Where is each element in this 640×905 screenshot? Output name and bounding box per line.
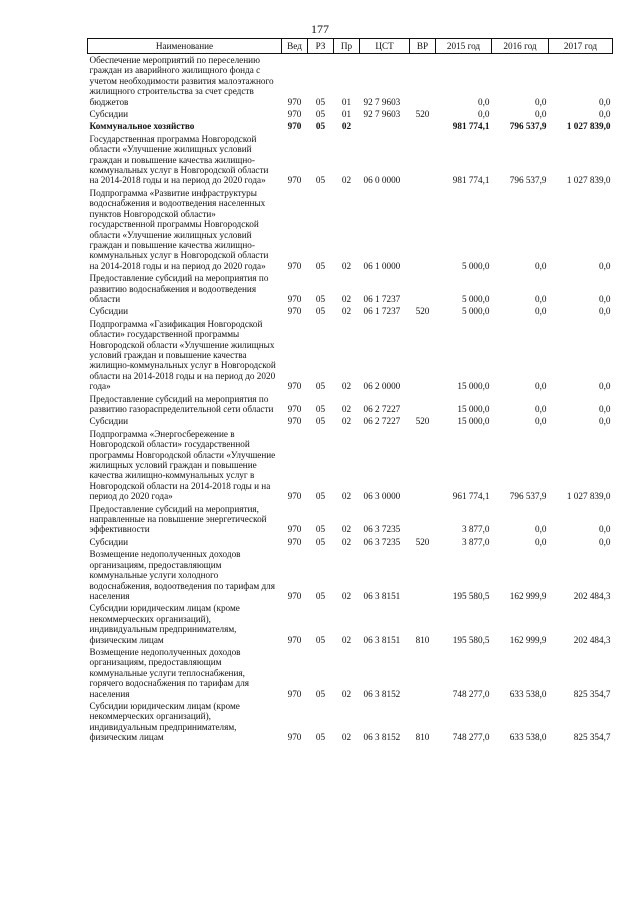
cell-rz: 05 bbox=[315, 524, 326, 535]
cell-2017: 0,0 bbox=[599, 96, 611, 107]
cell-2015: 5 000,0 bbox=[461, 293, 490, 304]
cell-pr: 02 bbox=[341, 381, 352, 392]
cell-cst: 06 2 7227 bbox=[363, 404, 401, 414]
cell-2016: 796 537,9 bbox=[509, 491, 547, 502]
cell-cst: 92 7 9603 bbox=[363, 109, 401, 120]
cell-2015: 195 580,5 bbox=[452, 590, 490, 601]
cell-2015: 3 877,0 bbox=[461, 524, 490, 535]
cell-cst: 92 7 9603 bbox=[363, 96, 401, 107]
cell-2015: 748 277,0 bbox=[452, 688, 490, 699]
table-row bbox=[88, 415, 613, 427]
cell-name: Предоставление субсидий на мероприятия по развитию водоснабжения и водоотведения области bbox=[89, 273, 269, 304]
table-row bbox=[88, 272, 613, 305]
cell-2015: 195 580,5 bbox=[452, 634, 490, 645]
cell-pr: 02 bbox=[341, 260, 352, 271]
cell-2015: 5 000,0 bbox=[461, 260, 490, 271]
cell-2017: 0,0 bbox=[599, 109, 611, 120]
cell-ved: 970 bbox=[287, 109, 302, 120]
cell-name: Подпрограмма «Энергосбережение в Новгородской области» государственной программы Новгородской области «Улучшение жилищных условий граждан и повышение качества жилищно-коммунальных услуг в Новгородской области на 2014-2018 годы и на период до 2020 года» bbox=[89, 428, 276, 502]
cell-2017: 0,0 bbox=[599, 293, 611, 304]
cell-2016: 0,0 bbox=[535, 536, 547, 547]
cell-rz: 05 bbox=[315, 491, 326, 502]
table-row bbox=[88, 54, 613, 109]
cell-cst: 06 2 7227 bbox=[363, 416, 401, 427]
cell-2016: 796 537,9 bbox=[509, 175, 547, 186]
cell-2016: 0,0 bbox=[535, 404, 547, 414]
cell-2017: 0,0 bbox=[599, 536, 611, 547]
table-row bbox=[88, 548, 613, 602]
cell-cst: 06 1 7237 bbox=[363, 293, 401, 304]
cell-2015: 3 877,0 bbox=[461, 536, 490, 547]
cell-cst: 06 0 0000 bbox=[363, 175, 401, 186]
header-2015: 2015 год bbox=[436, 39, 492, 54]
cell-2016: 162 999,9 bbox=[509, 590, 547, 601]
cell-2016: 0,0 bbox=[535, 260, 547, 271]
cell-rz: 05 bbox=[315, 732, 326, 743]
table-row bbox=[88, 646, 613, 700]
table-row bbox=[88, 133, 613, 187]
table-header bbox=[88, 39, 613, 54]
cell-cst bbox=[360, 120, 410, 132]
cell-pr: 02 bbox=[341, 524, 352, 535]
cell-ved: 970 bbox=[287, 634, 302, 645]
cell-2015: 5 000,0 bbox=[461, 306, 490, 317]
cell-ved: 970 bbox=[287, 524, 302, 535]
cell-2016: 0,0 bbox=[535, 381, 547, 392]
table-row bbox=[88, 536, 613, 548]
budget-table bbox=[87, 38, 613, 744]
cell-pr: 02 bbox=[341, 416, 352, 427]
cell-pr: 02 bbox=[341, 688, 352, 699]
cell-rz: 05 bbox=[315, 590, 326, 601]
cell-cst: 06 3 8152 bbox=[363, 732, 401, 743]
cell-vr bbox=[410, 187, 436, 272]
cell-vr bbox=[410, 272, 436, 305]
cell-ved: 970 bbox=[287, 491, 302, 502]
cell-2015: 748 277,0 bbox=[452, 732, 490, 743]
cell-rz: 05 bbox=[315, 175, 326, 186]
cell-ved: 970 bbox=[287, 381, 302, 392]
cell-2017: 1 027 839,0 bbox=[566, 121, 611, 132]
cell-ved: 970 bbox=[287, 96, 302, 107]
table-row bbox=[88, 602, 613, 646]
cell-name: Предоставление субсидий на мероприятия по развитию газораспределительной сети области bbox=[89, 393, 274, 414]
cell-cst: 06 3 7235 bbox=[363, 536, 401, 547]
cell-2015: 15 000,0 bbox=[457, 404, 490, 414]
cell-vr bbox=[410, 428, 436, 503]
table-row bbox=[88, 120, 613, 132]
page-number: 177 bbox=[311, 22, 329, 36]
cell-2015: 15 000,0 bbox=[457, 381, 490, 392]
cell-rz: 05 bbox=[315, 381, 326, 392]
cell-vr bbox=[410, 503, 436, 536]
cell-name: Подпрограмма «Газификация Новгородской области» государственной программы Новгородской области «Улучшение жилищных условий граждан и повышение качества жилищно-коммунальных услуг в Новгородской области на 2014-2018 годы и на период до 2020 года» bbox=[89, 318, 276, 392]
cell-2015: 0,0 bbox=[478, 109, 490, 120]
cell-vr bbox=[410, 548, 436, 602]
cell-2015: 961 774,1 bbox=[452, 491, 490, 502]
cell-name: Обеспечение мероприятий по переселению граждан из аварийного жилищного фонда с учетом необходимости развития малоэтажного жилищного строительства за счет средств бюджетов bbox=[89, 55, 274, 107]
cell-cst: 06 3 8151 bbox=[363, 634, 401, 645]
cell-pr: 02 bbox=[341, 491, 352, 502]
cell-ved: 970 bbox=[287, 688, 302, 699]
cell-2015: 15 000,0 bbox=[457, 416, 490, 427]
table-row bbox=[88, 503, 613, 536]
cell-ved: 970 bbox=[287, 121, 302, 132]
cell-vr: 810 bbox=[415, 634, 430, 645]
cell-pr: 02 bbox=[341, 306, 352, 317]
cell-2017: 0,0 bbox=[599, 524, 611, 535]
cell-2015: 0,0 bbox=[478, 96, 490, 107]
cell-rz: 05 bbox=[315, 260, 326, 271]
cell-2016: 162 999,9 bbox=[509, 634, 547, 645]
header-ved: Вед bbox=[282, 39, 308, 54]
cell-2016: 796 537,9 bbox=[509, 121, 547, 132]
cell-vr: 810 bbox=[415, 732, 430, 743]
cell-name: Субсидии bbox=[89, 306, 129, 317]
cell-name: Субсидии bbox=[89, 416, 129, 427]
cell-ved: 970 bbox=[287, 175, 302, 186]
cell-pr: 02 bbox=[341, 404, 352, 414]
cell-rz: 05 bbox=[315, 293, 326, 304]
table-body bbox=[88, 54, 613, 744]
header-vr: ВР bbox=[410, 39, 436, 54]
cell-2017: 825 354,7 bbox=[573, 732, 611, 743]
cell-ved: 970 bbox=[287, 293, 302, 304]
table-row bbox=[88, 187, 613, 272]
cell-vr: 520 bbox=[415, 536, 430, 547]
cell-vr bbox=[410, 54, 436, 109]
cell-2017: 202 484,3 bbox=[573, 590, 611, 601]
cell-name: Предоставление субсидий на мероприятия, направленные на повышение энергетической эффективности bbox=[89, 503, 267, 535]
cell-2017: 1 027 839,0 bbox=[566, 491, 611, 502]
cell-pr: 02 bbox=[341, 536, 352, 547]
cell-cst: 06 3 0000 bbox=[363, 491, 401, 502]
cell-rz: 05 bbox=[315, 634, 326, 645]
cell-2017: 0,0 bbox=[599, 416, 611, 427]
cell-vr bbox=[410, 646, 436, 700]
cell-pr: 02 bbox=[341, 175, 352, 186]
cell-name: Подпрограмма «Развитие инфраструктуры водоснабжения и водоотведения населенных пунктов Новгородской области» государственной программы Новгородской области «Улучшение жилищных условий граждан и повышение качества жилищно-коммунальных услуг в Новгородской области на 2014-2018 годы и на период до 2020 года» bbox=[89, 187, 269, 271]
cell-vr: 520 bbox=[415, 416, 430, 427]
cell-vr: 520 bbox=[415, 109, 430, 120]
cell-name: Субсидии юридическим лицам (кроме некоммерческих организаций), индивидуальным предпринимателям, физическим лицам bbox=[89, 700, 240, 743]
cell-2016: 0,0 bbox=[535, 416, 547, 427]
cell-name: Субсидии bbox=[89, 536, 129, 547]
cell-cst: 06 2 0000 bbox=[363, 381, 401, 392]
cell-cst: 06 1 7237 bbox=[363, 306, 401, 317]
cell-2016: 0,0 bbox=[535, 524, 547, 535]
cell-vr bbox=[410, 318, 436, 393]
cell-name: Субсидии bbox=[89, 109, 129, 120]
cell-2017: 0,0 bbox=[599, 306, 611, 317]
table-row bbox=[88, 108, 613, 120]
cell-vr bbox=[410, 393, 436, 416]
cell-name: Коммунальное хозяйство bbox=[89, 121, 195, 132]
cell-cst: 06 3 8151 bbox=[363, 590, 401, 601]
cell-name: Субсидии юридическим лицам (кроме некоммерческих организаций), индивидуальным предпринимателям, физическим лицам bbox=[89, 603, 240, 645]
cell-rz: 05 bbox=[315, 416, 326, 427]
cell-2016: 633 538,0 bbox=[509, 688, 547, 699]
table-row bbox=[88, 700, 613, 744]
cell-pr: 02 bbox=[341, 732, 352, 743]
cell-2016: 0,0 bbox=[535, 293, 547, 304]
cell-name: Возмещение недополученных доходов организациям, предоставляющим коммунальные услуги холодного водоснабжения, водоотведения по тарифам для населения bbox=[89, 549, 275, 601]
cell-vr: 520 bbox=[415, 306, 430, 317]
cell-2017: 0,0 bbox=[599, 404, 611, 414]
cell-2017: 1 027 839,0 bbox=[566, 175, 611, 186]
cell-pr: 02 bbox=[341, 590, 352, 601]
cell-ved: 970 bbox=[287, 416, 302, 427]
cell-rz: 05 bbox=[315, 109, 326, 120]
cell-rz: 05 bbox=[315, 96, 326, 107]
cell-cst: 06 3 8152 bbox=[363, 688, 401, 699]
cell-ved: 970 bbox=[287, 260, 302, 271]
cell-cst: 06 1 0000 bbox=[363, 260, 401, 271]
cell-rz: 05 bbox=[315, 306, 326, 317]
header-cst: ЦСТ bbox=[360, 39, 410, 54]
cell-2017: 0,0 bbox=[599, 381, 611, 392]
cell-ved: 970 bbox=[287, 732, 302, 743]
cell-rz: 05 bbox=[315, 536, 326, 547]
cell-2016: 0,0 bbox=[535, 306, 547, 317]
cell-name: Возмещение недополученных доходов организациям, предоставляющим коммунальные услуги теплоснабжения, горячего водоснабжения по тарифам для населения bbox=[89, 646, 250, 699]
cell-2016: 0,0 bbox=[535, 109, 547, 120]
cell-pr: 02 bbox=[341, 121, 352, 132]
header-2017: 2017 год bbox=[549, 39, 613, 54]
table-row bbox=[88, 428, 613, 503]
cell-cst: 06 3 7235 bbox=[363, 524, 401, 535]
cell-ved: 970 bbox=[287, 536, 302, 547]
cell-ved: 970 bbox=[287, 590, 302, 601]
cell-2016: 633 538,0 bbox=[509, 732, 547, 743]
header-2016: 2016 год bbox=[492, 39, 549, 54]
cell-2017: 825 354,7 bbox=[573, 688, 611, 699]
cell-name: Государственная программа Новгородской области «Улучшение жилищных условий граждан и повышение качества жилищно-коммунальных услуг в Новгородской области на 2014-2018 годы и на период до 2020 года» bbox=[89, 133, 269, 186]
cell-2017: 202 484,3 bbox=[573, 634, 611, 645]
header-pr: Пр bbox=[334, 39, 360, 54]
cell-pr: 01 bbox=[341, 96, 352, 107]
cell-ved: 970 bbox=[287, 306, 302, 317]
cell-pr: 01 bbox=[341, 109, 352, 120]
cell-rz: 05 bbox=[315, 688, 326, 699]
cell-2016: 0,0 bbox=[535, 96, 547, 107]
header-name: Наименование bbox=[88, 39, 282, 54]
cell-vr bbox=[410, 133, 436, 187]
header-rz: РЗ bbox=[308, 39, 334, 54]
cell-vr bbox=[410, 120, 436, 132]
cell-2017: 0,0 bbox=[599, 260, 611, 271]
cell-pr: 02 bbox=[341, 293, 352, 304]
table-row bbox=[88, 393, 613, 416]
table-row bbox=[88, 305, 613, 317]
table-row bbox=[88, 318, 613, 393]
cell-ved: 970 bbox=[287, 404, 302, 414]
cell-rz: 05 bbox=[315, 404, 326, 414]
cell-2015: 981 774,1 bbox=[452, 175, 490, 186]
cell-2015: 981 774,1 bbox=[452, 121, 490, 132]
cell-rz: 05 bbox=[315, 121, 326, 132]
cell-pr: 02 bbox=[341, 634, 352, 645]
